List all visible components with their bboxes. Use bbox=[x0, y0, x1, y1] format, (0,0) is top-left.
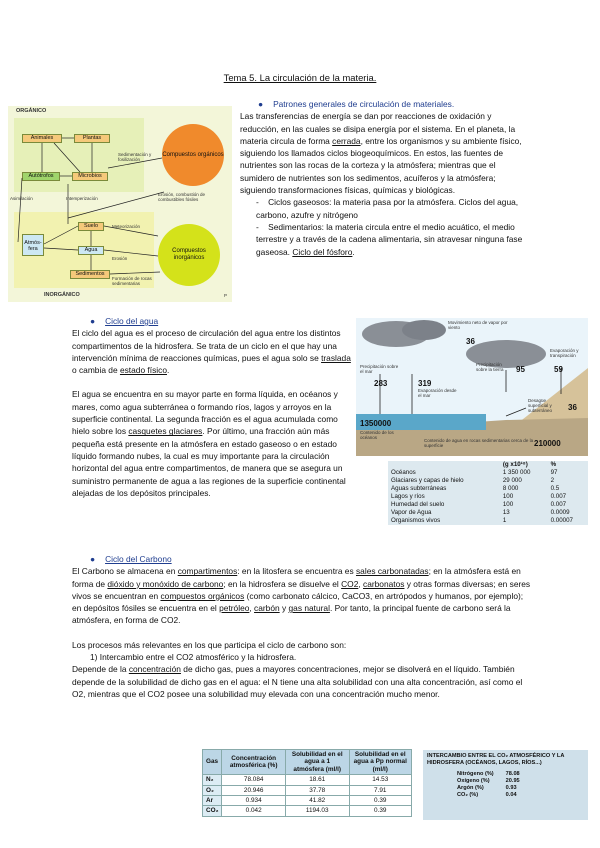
wc-movimiento-label: Movimiento neto de vapor por viento bbox=[448, 320, 508, 330]
carbono-section bbox=[72, 553, 532, 700]
table-header-row: Gas Concentración atmosférica (%) Solubilidad en el agua a 1 atmósfera (ml/l) Solubilidad en el agua a Pp normal (ml/l) bbox=[203, 750, 412, 775]
table-row: Océanos 1 350 000 97 bbox=[391, 469, 558, 476]
exchange-box bbox=[423, 750, 588, 820]
carbono-paragraph: El Carbono se almacena en compartimentos: en la litosfera se encuentra es sales carbonatadas; en la atmósfera está en forma de dióxido y monóxido de carbono; en la hidrosfera se disuelve el CO2, carbonatos y otras formas diversas; en seres vivos se encuentran en compuestos orgánicos (como carbonato cálcico, CaCO3, en artrópodos y humanos, por ejemplo); en depósitos fósiles se encuentra en el petróleo, carbón y gas natural. Por tanto, la principal fuente de carbono será la atmósfera, en forma de CO2. bbox=[72, 566, 531, 626]
plantas-box: Plantas bbox=[74, 134, 110, 143]
table-row: Humedad del suelo 100 0.007 bbox=[391, 501, 567, 508]
wc-36-bottom: 36 bbox=[568, 403, 577, 412]
microbios-box: Microbios bbox=[72, 172, 108, 181]
table-row: Argón (%) 0.93 bbox=[457, 785, 517, 791]
agua-paragraph-1: El ciclo del agua es el proceso de circulación del agua entre los distintos compartimentos de la hidrosfera. Se trata de un ciclo en el que hay una intervención mínima de reacciones químicas, pues el agua solo se traslada o cambia de estado físico. bbox=[72, 328, 351, 376]
table-row: CO₂ (%) 0.04 bbox=[457, 792, 517, 798]
wc-36-top: 36 bbox=[466, 337, 475, 346]
table-row: CO₂ 0.042 1194.03 0.39 bbox=[203, 806, 412, 816]
wc-oceanos-label: Contenido de los océanos bbox=[360, 430, 394, 440]
table-row: Glaciares y capas de hielo 29 000 2 bbox=[391, 477, 555, 484]
inorganic-label: INORGÁNICO bbox=[44, 292, 80, 298]
wc-evap-t-label: Evaporación y transpiración bbox=[550, 348, 579, 358]
table-row: Aguas subterráneas 8 000 0.5 bbox=[391, 485, 560, 492]
procesos-intro: Los procesos más relevantes en los que participa el ciclo de carbono son: bbox=[72, 639, 347, 650]
meteorizacion-label: Meteorización bbox=[112, 224, 141, 229]
wc-319: 319 bbox=[418, 379, 432, 388]
wc-1350000: 1350000 bbox=[360, 419, 392, 428]
exchange-title: INTERCAMBIO ENTRE EL CO₂ ATMOSFÉRICO Y LA HIDROSFERA (OCÉANOS, LAGOS, RÍOS...) bbox=[427, 753, 565, 766]
wc-210000: 210000 bbox=[534, 439, 561, 448]
agua-section bbox=[72, 315, 352, 499]
atmosfera-box: Atmós-fera bbox=[22, 234, 44, 256]
autotrofos-box: Autótrofos bbox=[22, 172, 60, 181]
wc-59: 59 bbox=[554, 365, 563, 374]
corner-mark: P bbox=[224, 293, 228, 298]
page-title: Tema 5. La circulación de la materia. bbox=[223, 72, 377, 83]
water-reservoir-table bbox=[388, 461, 588, 525]
wc-283: 283 bbox=[374, 379, 388, 388]
exchange-table bbox=[451, 771, 526, 799]
wc-desague-label: Desagüe superficial y subterráneo bbox=[528, 398, 553, 413]
intemperizacion-label: Intemperización bbox=[66, 196, 98, 201]
organic-label: ORGÁNICO bbox=[16, 108, 47, 114]
table-header-row: (g x10¹⁸) % bbox=[502, 461, 557, 468]
carbono-heading: ● Ciclo del Carbono bbox=[90, 554, 172, 564]
agua-paragraph-2: El agua se encuentra en su mayor parte en forma líquida, en océanos y mares, como agua subterránea o formando ríos, lagos y arroyos en la superficie continental. La segunda fracción es el agua acumulada como hielo sobre los casquetes glaciares. Por último, una fracción aún más pequeña está presente en la atmósfera en estado gaseoso o en estado líquido formando nubes, la cual es muy importante para la circulación horizontal del agua entre compartimentos, de manera que se asegura un suministro permanente de agua a las regiones de la superficie continental alejadas de los depósitos principales. bbox=[72, 389, 346, 498]
compuestos-inorganicos-circle: Compuestos inorgánicos bbox=[158, 224, 220, 286]
erosion-combustion-label: Erosión, combustión de combustibles fósiles bbox=[158, 192, 206, 202]
diagram-arrows bbox=[8, 106, 232, 302]
suelo-box: Suelo bbox=[78, 222, 104, 231]
table-row: Ar 0.934 41.82 0.39 bbox=[203, 796, 412, 806]
wc-prec-t-label: Precipitación sobre la tierra bbox=[476, 362, 504, 372]
agua-heading: ● Ciclo del agua bbox=[90, 316, 159, 326]
ciclos-gaseosos-item: - Ciclos gaseosos: la materia pasa por la atmósfera. Ciclos del agua, carbono, azufre y nitrógeno bbox=[256, 197, 519, 220]
sedimentarios-item: - Sedimentarios: la materia circula entre el medio acuático, el medio terrestre y a través de la cadena alimentaria, sin atravesar ninguna fase gaseosa. Ciclo del fósforo. bbox=[256, 221, 523, 257]
water-cycle-illustration bbox=[356, 318, 588, 456]
depende-paragraph: Depende de la concentración de dicho gas, pues a mayores concentraciones, mejor se disolverá en el líquido. También depende de la solubilidad de dicho gas en el agua: el N tiene una alta solubilidad con una alta concentración, así como el O2, mientras que el CO2 posee una solubilidad muy elevada con una concentración mucho menor. bbox=[72, 664, 523, 699]
patrones-paragraph: Las transferencias de energía se dan por reacciones de oxidación y reducción, en las cuales se disipa energía por el sistema. En el planeta, la materia circula de forma cerrada, entre los organismos y su ambiente físico, siguiendo los llamados ciclos biogeoquímicos. En estos, las fuentes de nutrientes son las rocas de la corteza y la atmósfera; mientras que el sumidero de nutrientes son los sedimentos, acuíferos y la atmósfera; siguiendo transformaciones físicas, químicas y biológicas. bbox=[240, 111, 522, 196]
wc-95: 95 bbox=[516, 365, 525, 374]
table-row: Vapor de Agua 13 0.0009 bbox=[391, 509, 570, 516]
wc-prec-oc-label: Precipitación sobre el mar bbox=[360, 364, 399, 374]
compuestos-organicos-circle: Compuestos orgánicos bbox=[162, 124, 224, 186]
table-row: Nitrógeno (%) 78.08 bbox=[457, 771, 520, 777]
table-row: Lagos y ríos 100 0.007 bbox=[391, 493, 567, 500]
biogeochemical-cycle-diagram bbox=[8, 106, 232, 302]
formacion-label: Formación de rocas sedimentarias bbox=[112, 276, 152, 286]
sedimentacion-label: Sedimentación y fosilización bbox=[118, 152, 152, 162]
wc-evap-oc-label: Evaporación desde el mar bbox=[418, 388, 457, 398]
patrones-section bbox=[240, 98, 530, 258]
table-row: O₂ 20.946 37.78 7.91 bbox=[203, 785, 412, 795]
patrones-heading: ● Patrones generales de circulación de materiales. bbox=[258, 99, 455, 109]
ciclo-fosforo-link[interactable]: Ciclo del fósforo bbox=[292, 246, 353, 257]
erosion-label: Erosión bbox=[112, 256, 128, 261]
agua-box: Agua bbox=[78, 246, 104, 255]
gas-solubility-table bbox=[202, 749, 412, 817]
table-row: N₂ 78.084 18.61 14.53 bbox=[203, 775, 412, 785]
asimilacion-label: Asimilación bbox=[10, 196, 33, 201]
table-row: Oxígeno (%) 20.95 bbox=[457, 778, 520, 784]
table-row: Organismos vivos 1 0.00007 bbox=[391, 517, 573, 524]
animales-box: Animales bbox=[22, 134, 62, 143]
sedimentos-box: Sedimentos bbox=[70, 270, 110, 279]
wc-rocas-label: Contenido de agua en rocas sedimentarias cerca de la superficie bbox=[424, 438, 534, 448]
process-item-1: 1) Intercambio entre el CO2 atmosférico y la hidrosfera. bbox=[90, 652, 297, 663]
